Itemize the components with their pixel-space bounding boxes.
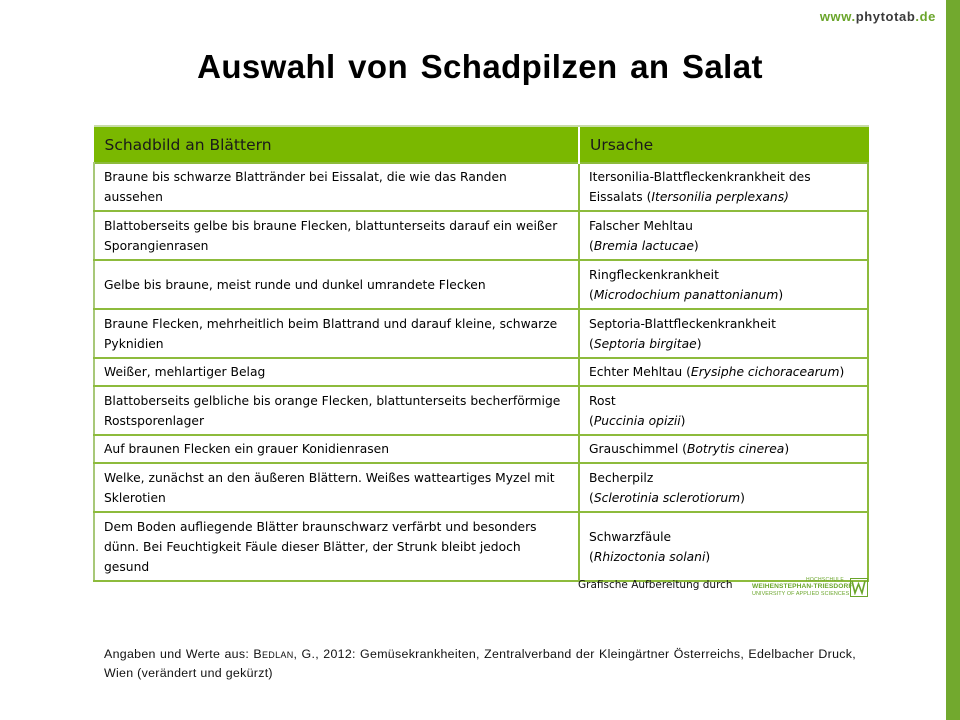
table-row [94, 386, 868, 435]
cause-name: Ringfleckenkrankheit [589, 267, 719, 282]
cause-suffix: ) [778, 287, 784, 302]
logo-line1: HOCHSCHULE [805, 577, 844, 583]
cause-suffix: ) [740, 490, 745, 505]
cause-cell: Rost (Puccinia opizii) [579, 386, 868, 435]
page-title: Auswahl von Schadpilzen an Salat [197, 48, 763, 85]
table-row [94, 435, 868, 463]
site-url-suffix: .de [915, 9, 936, 24]
credit-text: Grafische Aufbereitung durch [578, 579, 733, 591]
cause-name: Becherpilz [589, 470, 654, 485]
latin-name: Microdochium panattonianum [593, 287, 779, 302]
table-row [94, 211, 868, 260]
site-url-name: phytotab [855, 9, 916, 24]
table-row [94, 512, 868, 581]
table-row [94, 260, 868, 309]
cause-cell: Falscher Mehltau (Bremia lactucae) [579, 211, 868, 260]
latin-name: Bremia lactucae [593, 238, 694, 253]
cause-cell [579, 435, 868, 463]
latin-name: Erysiphe cichoracearum [690, 365, 840, 379]
source-rest: , G., 2012: Gemüsekrankheiten, Zentralverband der Kleingärtner Österreichs, Edelbacher Druck, Wien (verändert und gekürzt) [104, 647, 857, 680]
latin-name: Puccinia opizii [593, 413, 681, 428]
cause-name: Echter Mehltau ( [589, 365, 691, 379]
table-header-row [94, 126, 868, 163]
source-citation [104, 645, 856, 683]
cause-suffix: ) [839, 365, 845, 379]
logo-line3: UNIVERSITY OF APPLIED SCIENCES [752, 591, 850, 597]
latin-name: Itersonilia perplexans) [651, 190, 789, 204]
cause-suffix: ) [693, 238, 699, 253]
symptom-cell: Dem Boden aufliegende Blätter braunschwarz verfärbt und besonders dünn. Bei Feuchtigkeit Fäule dieser Blätter, der Strunk bleibt jedoch gesund [94, 512, 579, 581]
latin-name: Rhizoctonia solani [593, 549, 706, 564]
table-row [94, 358, 868, 386]
cause-suffix: ) [705, 549, 711, 564]
cause-cell: Schwarzfäule (Rhizoctonia solani) [579, 512, 868, 581]
header-cause: Ursache [579, 126, 868, 163]
cause-cell: Becherpilz (Sclerotinia sclerotiorum) [579, 463, 868, 512]
header-symptom: Schadbild an Blättern [94, 126, 579, 163]
symptom-cell: Blattoberseits gelbe bis braune Flecken, blattunterseits darauf ein weißer Sporangienrasen [94, 211, 579, 260]
source-prefix: Angaben und Werte aus: [104, 647, 254, 661]
site-url-prefix: www. [819, 9, 856, 24]
cause-cell: Septoria-Blattfleckenkrankheit (Septoria birgitae) [579, 309, 868, 358]
logo-w-icon [850, 578, 868, 597]
cause-cell [579, 358, 868, 386]
university-logo [752, 577, 868, 599]
table-row [94, 309, 868, 358]
source-author: Bedlan [253, 647, 294, 661]
cause-name: Schwarzfäule [589, 529, 672, 544]
symptom-cell: Auf braunen Flecken ein grauer Konidienrasen [94, 435, 579, 463]
cause-cell [579, 163, 868, 211]
table-row [94, 463, 868, 512]
table-row [94, 163, 868, 211]
symptom-cell: Blattoberseits gelbliche bis orange Flecken, blattunterseits becherförmige Rostsporenlager [94, 386, 579, 435]
cause-name: Grauschimmel ( [589, 442, 687, 456]
logo-line2: WEIHENSTEPHAN-TRIESDORF [752, 583, 853, 590]
symptom-cell: Gelbe bis braune, meist runde und dunkel umrandete Flecken [94, 260, 579, 309]
cause-suffix: ) [680, 413, 686, 428]
symptom-cell: Braune Flecken, mehrheitlich beim Blattrand und darauf kleine, schwarze Pyknidien [94, 309, 579, 358]
sidebar-accent-bar [946, 0, 960, 720]
fungi-table [93, 125, 869, 582]
symptom-cell: Weißer, mehlartiger Belag [94, 358, 579, 386]
cause-name: Septoria-Blattfleckenkrankheit [589, 316, 776, 331]
cause-suffix: ) [784, 442, 790, 456]
latin-name: Sclerotinia sclerotiorum [593, 490, 741, 505]
cause-name: Itersonilia-Blattfleckenkrankheit des Eissalats ( [589, 170, 811, 204]
symptom-cell: Braune bis schwarze Blattränder bei Eissalat, die wie das Randen aussehen [94, 163, 579, 211]
cause-name: Falscher Mehltau [589, 218, 693, 233]
cause-suffix: ) [696, 336, 702, 351]
symptom-cell: Welke, zunächst an den äußeren Blättern. Weißes watteartiges Myzel mit Sklerotien [94, 463, 579, 512]
latin-name: Botrytis cinerea [686, 442, 785, 456]
cause-name: Rost [589, 393, 616, 408]
cause-cell: Ringfleckenkrankheit (Microdochium panattonianum) [579, 260, 868, 309]
latin-name: Septoria birgitae [593, 336, 697, 351]
site-url[interactable] [820, 9, 936, 24]
